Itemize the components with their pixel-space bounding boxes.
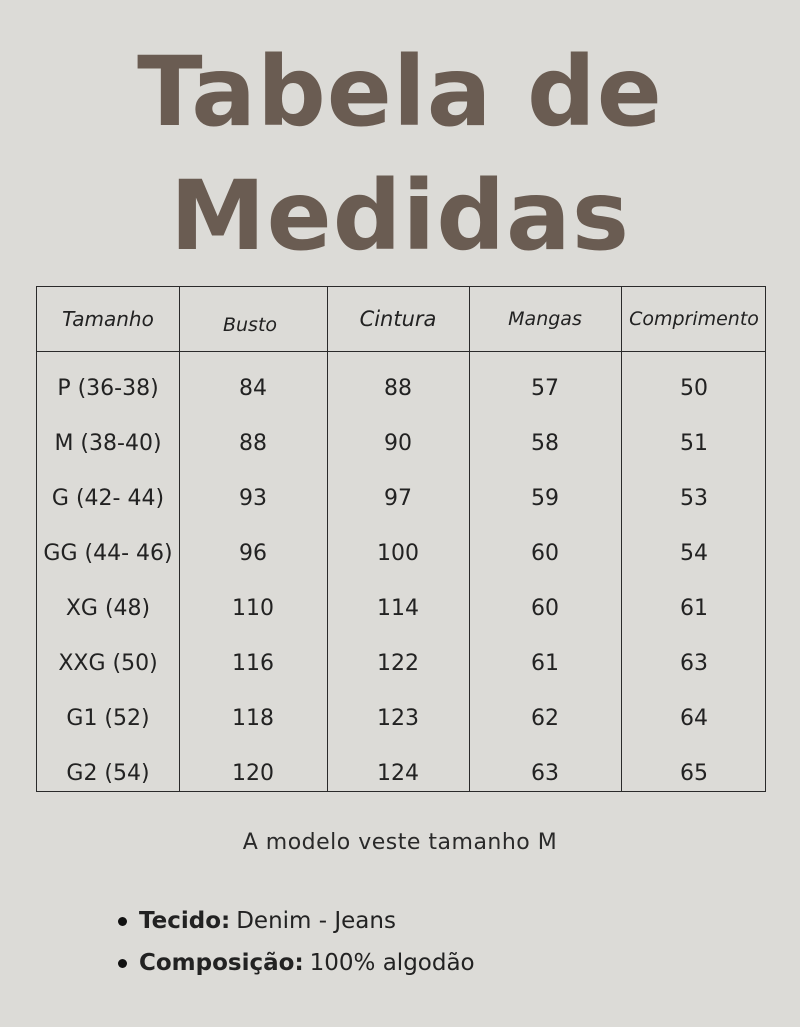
- table-cell-busto: 116: [232, 650, 274, 676]
- bullet-icon: [118, 917, 127, 926]
- header-tamanho: Tamanho: [62, 307, 154, 331]
- table-cell-busto: 118: [232, 705, 274, 731]
- size-table: [36, 286, 766, 792]
- detail-composition: [118, 942, 475, 984]
- table-cell-mangas: 58: [531, 430, 559, 456]
- table-cell-busto: 110: [232, 595, 274, 621]
- table-cell-mangas: 61: [531, 650, 559, 676]
- header-busto: Busto: [222, 314, 278, 336]
- bullet-icon: [118, 959, 127, 968]
- table-cell-cintura: 88: [384, 375, 412, 401]
- table-cell-comprimento: 65: [680, 760, 708, 786]
- table-cell-mangas: 59: [531, 485, 559, 511]
- table-cell-cintura: 97: [384, 485, 412, 511]
- table-cell-mangas: 62: [531, 705, 559, 731]
- table-cell-comprimento: 51: [680, 430, 708, 456]
- table-cell-busto: 96: [239, 540, 267, 566]
- table-cell-cintura: 90: [384, 430, 412, 456]
- table-cell-mangas: 60: [531, 540, 559, 566]
- header-cintura: Cintura: [359, 307, 437, 331]
- table-cell-size: G2 (54): [66, 760, 150, 786]
- table-cell-cintura: 123: [377, 705, 419, 731]
- detail-value: 100% algodão: [309, 950, 475, 976]
- table-cell-busto: 120: [232, 760, 274, 786]
- table-cell-size: P (36-38): [57, 375, 159, 401]
- header-comprimento: Comprimento: [629, 308, 759, 330]
- table-cell-mangas: 60: [531, 595, 559, 621]
- title-line-1: Tabela de: [137, 36, 663, 148]
- table-cell-size: G1 (52): [66, 705, 150, 731]
- table-cell-comprimento: 64: [680, 705, 708, 731]
- table-cell-size: XG (48): [65, 595, 151, 621]
- table-cell-size: XXG (50): [58, 650, 158, 676]
- table-cell-cintura: 124: [377, 760, 419, 786]
- table-cell-mangas: 63: [531, 760, 559, 786]
- header-mangas: Mangas: [508, 308, 582, 330]
- table-cell-size: GG (44- 46): [43, 540, 173, 566]
- table-cell-size: G (42- 44): [51, 485, 165, 511]
- title-line-2: Medidas: [170, 160, 630, 272]
- table-cell-mangas: 57: [531, 375, 559, 401]
- table-cell-size: M (38-40): [54, 430, 162, 456]
- table-cell-cintura: 114: [377, 595, 419, 621]
- table-cell-comprimento: 61: [680, 595, 708, 621]
- table-cell-comprimento: 50: [680, 375, 708, 401]
- detail-fabric: [118, 900, 475, 942]
- page-title: [0, 30, 800, 278]
- header-divider: [37, 351, 765, 352]
- table-cell-busto: 93: [239, 485, 267, 511]
- table-cell-comprimento: 53: [680, 485, 708, 511]
- table-cell-cintura: 122: [377, 650, 419, 676]
- table-cell-busto: 88: [239, 430, 267, 456]
- product-details: [118, 900, 475, 984]
- table-cell-comprimento: 63: [680, 650, 708, 676]
- table-cell-comprimento: 54: [680, 540, 708, 566]
- detail-value: Denim - Jeans: [236, 908, 396, 934]
- detail-label: Tecido:: [139, 908, 231, 934]
- model-size-note: A modelo veste tamanho M: [242, 830, 558, 855]
- table-cell-cintura: 100: [377, 540, 419, 566]
- table-cell-busto: 84: [239, 375, 267, 401]
- detail-label: Composição:: [139, 950, 304, 976]
